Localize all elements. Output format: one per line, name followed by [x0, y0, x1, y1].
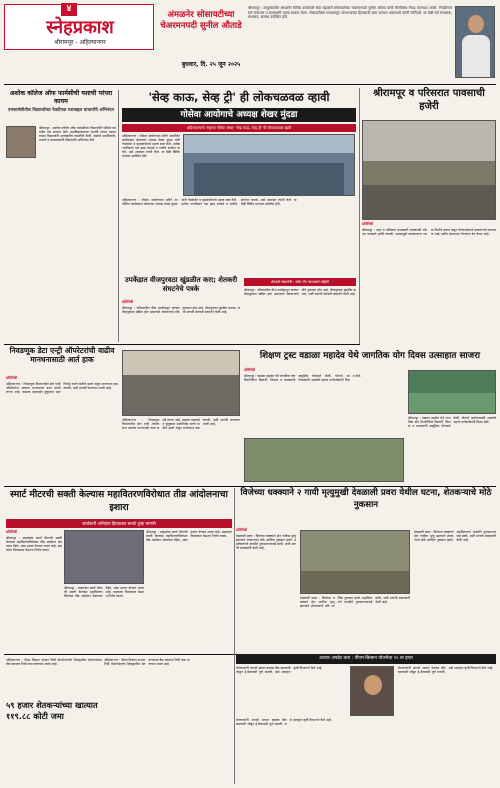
- masthead: [4, 4, 154, 50]
- story-8-body: देवळाली प्रवरा : विजेच्या धक्क्याने दोन गायींचा मृत्यू झाल्याने शेतकऱ्याचे मोठे आर्थिक नुकसान झाले. महावितरणने तातडीने नुकसानभरपाई द्यावी, अशी मागणी ग्रामस्थांनी केली आहे.: [236, 534, 296, 551]
- smart-band-text: कार्यकारी अभियंता हितवलात सतर्क पुन्हा मागणी: [82, 521, 156, 526]
- story-7-body: श्रीरामपूर : ग्राहकांवर स्मार्ट मीटरची सक्ती केल्यास महावितरणविरोधात तीव्र आंदोलन छेडण्यात येईल, असा इशारा देण्यात आला आहे. ग्राहकांना विश्वासात घेऊनच निर्णय घ्यावा.: [6, 536, 62, 553]
- bottom-band: [236, 654, 496, 664]
- smart-meter-photo: [64, 530, 144, 584]
- story-10-body-bottom: शेतकऱ्यांनी आपले आधार क्रमांक बँक खात्याशी जोडून ई-केवायसी पूर्ण करावी, असे आवाहन कृषी विभागाने केले आहे.: [236, 718, 332, 727]
- section-rule-2: [4, 486, 496, 487]
- main-story-headline: 'सेव्ह काऊ, सेव्ह ट्री' ही लोकचळवळ व्हावी: [148, 90, 330, 104]
- story-4-body: अहिल्यानगर : निवडणूक विभागातील डेटा एन्ट्री ऑपरेटरांना अत्यल्प मानधनावर काम करावे लागत आहे. वाढत्या महागाईत कुटुंबाचा उदरनिर्वाह करणे कठीण झाले असून मानधनात वाढ करावी, अशी मागणी करण्यात आली आहे.: [6, 382, 118, 395]
- story-4-headline: निवडणूक डेटा एन्ट्री ऑपरेटरांची वाढीव मानधनासाठी आर्त हाक: [9, 346, 115, 365]
- story-5-body-right: श्रीरामपूर : परिसरातील वीज उपकेंद्रातून वारंवार वीजपुरवठा खंडित होत असल्याने शेतकऱ्यांचे मोठे नुकसान होत आहे. वीजपुरवठा सुरळीत करावा, अशी मागणी शेतकरी संघटनेने केली आहे.: [244, 288, 356, 297]
- main-story-photo: [183, 134, 355, 196]
- masthead-subtitle: श्रीरामपूर - अहिल्यानगर: [54, 39, 106, 46]
- aadhar-photo: [350, 666, 394, 716]
- story-8-headline: विजेच्या धक्क्याने २ गायी मृत्युमुखी देवळाली प्रवरा येथील घटना, शेतकऱ्याचे मोठे नुकसान: [240, 488, 492, 510]
- story-10-body-right: शेतकऱ्यांनी आपले आधार क्रमांक बँक खात्याशी जोडून ई-केवायसी पूर्ण करावी, असे आवाहन कृषी विभागाने केले आहे.: [398, 666, 494, 675]
- story-6-byline: प्रतिनिधी: [244, 368, 256, 372]
- story-6-body: श्रीरामपूर : वडाळा महादेव येथे जागतिक योग दिनानिमित्त विद्यार्थी, शिक्षक व ग्रामस्थांनी सामूहिक योगासने केली. योगाचे आरोग्यासाठी असलेले महत्त्व मार्गदर्शकांनी विशद केले.: [244, 374, 361, 383]
- story-10-body: शेतकऱ्यांनी आपले आधार क्रमांक बँक खात्याशी जोडून ई-केवायसी पूर्ण करावी, असे आवाहन कृषी विभागाने केले आहे.: [236, 666, 323, 675]
- story-9-headline: ५९ हजार शेतकऱ्यांच्या खात्यात ११९.८८ कोटी जमा: [6, 700, 98, 721]
- col-divider: [118, 90, 119, 342]
- header-story-headline: अंमळनेर सोसायटीच्या चेअरमनपदी सुनील औताडे: [160, 10, 242, 31]
- story-7-body-right: श्रीरामपूर : ग्राहकांवर स्मार्ट मीटरची सक्ती केल्यास महावितरणविरोधात तीव्र आंदोलन छेडण्यात येईल, असा इशारा देण्यात आला आहे. ग्राहकांना विश्वासात घेऊनच निर्णय घ्यावा.: [146, 530, 232, 543]
- main-story-band: [122, 124, 356, 132]
- yoga-photo: [408, 370, 496, 414]
- story-9-body: अहिल्यानगर : पीएम किसान सन्मान निधी योजनेअंतर्गत जिल्ह्यातील शेतकऱ्यांच्या बँक खात्यात निधी जमा करण्यात आला आहे.: [6, 658, 102, 667]
- story-8-body-right: देवळाली प्रवरा : विजेच्या धक्क्याने दोन गायींचा मृत्यू झाल्याने शेतकऱ्याचे मोठे आर्थिक नुकसान झाले. महावितरणने तातडीने नुकसानभरपाई द्यावी, अशी मागणी ग्रामस्थांनी केली आहे.: [414, 530, 496, 543]
- masthead-rule: [4, 84, 496, 85]
- header-story-excerpt: श्रीरामपूर : तालुक्यातील अंमळनेर विविध कार्यकारी सेवा सहकारी सोसायटीच्या चेअरमनपदी सुनील औताडे यांची बिनविरोध निवड करण्यात आली. निवडीनंतर सर्व संचालक व ग्रामस्थांनी त्यांचा सत्कार केला. सोसायटीच्या माध्यमातून शेतकऱ्यांच्या हितासाठी काम करणार असल्याचे त्यांनी सांगितले. या वेळी सर्व संचालक, सभासद, ग्रामस्थ उपस्थित होते.: [248, 6, 452, 20]
- story-8-byline: प्रतिनिधी: [236, 528, 248, 532]
- main-story-subhead-band: [122, 108, 356, 122]
- bottom-band-text: आधार अपडेट करा : पीएम-किसान योजनेचा २० वा हप्ता: [319, 656, 413, 661]
- rain-photo: [362, 120, 496, 220]
- story-1-headline: अशोक कॉलेज ऑफ फार्मसीची यशाची परंपरा कायम: [9, 90, 113, 105]
- main-story-body-cont: अहिल्यानगर : गोसेवा आयोगाच्या वतीने आयोजित कार्यक्रमात बोलताना अध्यक्ष शेखर मुंदडा यांनी गोसंवर्धन व वृक्षसंवर्धनाचे महत्त्व स्पष्ट केले. प्रत्येक नागरिकाने एक झाड लावावे व गायीचे संगोपन करावे, असे आवाहन त्यांनी केले. या वेळी विविध मान्यवर उपस्थित होते.: [122, 198, 297, 207]
- story-4-body-right: अहिल्यानगर : निवडणूक विभागातील डेटा एन्ट्री ऑपरेटरांना अत्यल्प मानधनावर काम करावे लागत आहे. वाढत्या महागाईत कुटुंबाचा उदरनिर्वाह करणे कठीण झाले असून मानधनात वाढ करावी, अशी मागणी करण्यात आली आहे.: [122, 418, 240, 431]
- header-person-photo: [455, 6, 495, 78]
- yoga-photo-2: [244, 438, 404, 482]
- story-1-body: श्रीरामपूर : अशोक कॉलेज ऑफ फार्मसीच्या विद्यार्थ्यांनी परीक्षेत घवघवीत यश संपादन केले. महाविद्यालयाच्या यशाची परंपरा कायम राखत विद्यार्थ्यांनी उल्लेखनीय कामगिरी केली. संस्थेचे पदाधिकारी, प्राचार्य व प्राध्यापकांनी विद्यार्थ्यांचे अभिनंदन केले.: [39, 126, 116, 143]
- story-1-photo: [6, 126, 36, 158]
- col-divider-3: [359, 88, 360, 344]
- story-5-byline: प्रतिनिधी: [122, 300, 134, 304]
- story-9-body-right: अहिल्यानगर : पीएम किसान सन्मान निधी योजनेअंतर्गत जिल्ह्यातील शेतकऱ्यांच्या बँक खात्यात निधी जमा करण्यात आला आहे.: [104, 658, 190, 667]
- mid-band: [244, 278, 356, 286]
- smart-band: [6, 519, 232, 528]
- main-story-subhead: गोसेवा आयोगाचे अध्यक्ष शेखर मुंदडा: [180, 110, 298, 120]
- main-story-body-left: अहिल्यानगर : गोसेवा आयोगाच्या वतीने आयोजित कार्यक्रमात बोलताना अध्यक्ष शेखर मुंदडा यांनी गोसंवर्धन व वृक्षसंवर्धनाचे महत्त्व स्पष्ट केले. प्रत्येक नागरिकाने एक झाड लावावे व गायीचे संगोपन करावे, असे आवाहन त्यांनी केले. या वेळी विविध मान्यवर उपस्थित होते.: [122, 134, 180, 159]
- page-number-badge: ४: [61, 3, 77, 16]
- story-5-body: श्रीरामपूर : परिसरातील वीज उपकेंद्रातून वारंवार वीजपुरवठा खंडित होत असल्याने शेतकऱ्यांचे मोठे नुकसान होत आहे. वीजपुरवठा सुरळीत करावा, अशी मागणी शेतकरी संघटनेने केली आहे.: [122, 306, 240, 315]
- cows-photo: [300, 530, 410, 594]
- story-6-headline: शिक्षण ट्रस्ट वडाळा महादेव येथे जागतिक योग दिवस उत्साहात साजरा: [259, 351, 481, 361]
- main-story-band-text: अहिल्यानगरचे 'राष्ट्रसंत गोसेवा संस्था' 'सेव्ह काऊ, सेव्ह ट्री' ची लोकचळवळ व्हावी: [186, 126, 292, 130]
- story-7-byline: प्रतिनिधी: [6, 530, 18, 534]
- story-6-body-right: श्रीरामपूर : वडाळा महादेव येथे जागतिक योग दिनानिमित्त विद्यार्थी, शिक्षक व ग्रामस्थांनी सामूहिक योगासने केली. योगाचे आरोग्यासाठी असलेले महत्त्व मार्गदर्शकांनी विशद केले.: [408, 416, 496, 429]
- section-rule-3: [4, 654, 236, 655]
- story-3-headline: श्रीरामपूर व परिसरात पावसाची हजेरी: [373, 88, 485, 112]
- col-divider-2: [234, 488, 235, 784]
- story-4-photo: [122, 350, 240, 416]
- masthead-title: स्नेहप्रकाश: [46, 17, 114, 38]
- story-4-byline: प्रतिनिधी: [6, 376, 18, 380]
- story-3-body: श्रीरामपूर : शहर व परिसरात मंगळवारी सायंकाळी जोरदार पावसाने हजेरी लावली. पावसामुळे वातावरणात गारवा निर्माण झाला असून शेतकऱ्यांमध्ये समाधानाचे वातावरण आहे. खरीप हंगामाच्या पेरण्यांना वेग येणार आहे.: [362, 228, 496, 237]
- story-1-subhead: एमफार्मसीतील विद्यार्थ्यांच्या नेत्रदीपक यशाबद्दल प्राचार्यांचे अभिनंदन: [7, 108, 115, 113]
- dateline: बुधवार, दि. २५ जून २०२५: [181, 61, 241, 68]
- mid-band-text: शेतकरी संघटनेची : स्टॉप टॉप जाणकारी माहिती: [271, 280, 329, 284]
- section-rule-1: [4, 344, 360, 345]
- story-3-byline: प्रतिनिधी: [362, 222, 374, 226]
- story-8-body-mid: देवळाली प्रवरा : विजेच्या धक्क्याने दोन गायींचा मृत्यू झाल्याने शेतकऱ्याचे मोठे आर्थिक नुकसान झाले. महावितरणने तातडीने नुकसानभरपाई द्यावी, अशी मागणी ग्रामस्थांनी केली आहे.: [300, 596, 410, 609]
- story-7-headline: स्मार्ट मीटरची सक्ती केल्यास महावितरणविरोधात तीव्र आंदोलनाचा इशारा: [10, 489, 228, 513]
- story-7-body-mid: श्रीरामपूर : ग्राहकांवर स्मार्ट मीटरची सक्ती केल्यास महावितरणविरोधात तीव्र आंदोलन छेडण्यात येईल, असा इशारा देण्यात आला आहे. ग्राहकांना विश्वासात घेऊनच निर्णय घ्यावा.: [64, 586, 144, 599]
- story-5-headline: उपकेंद्रात वीजपुरवठा खुंडळीत करा; शेतकरी संघटनेचे पत्रके: [124, 276, 238, 293]
